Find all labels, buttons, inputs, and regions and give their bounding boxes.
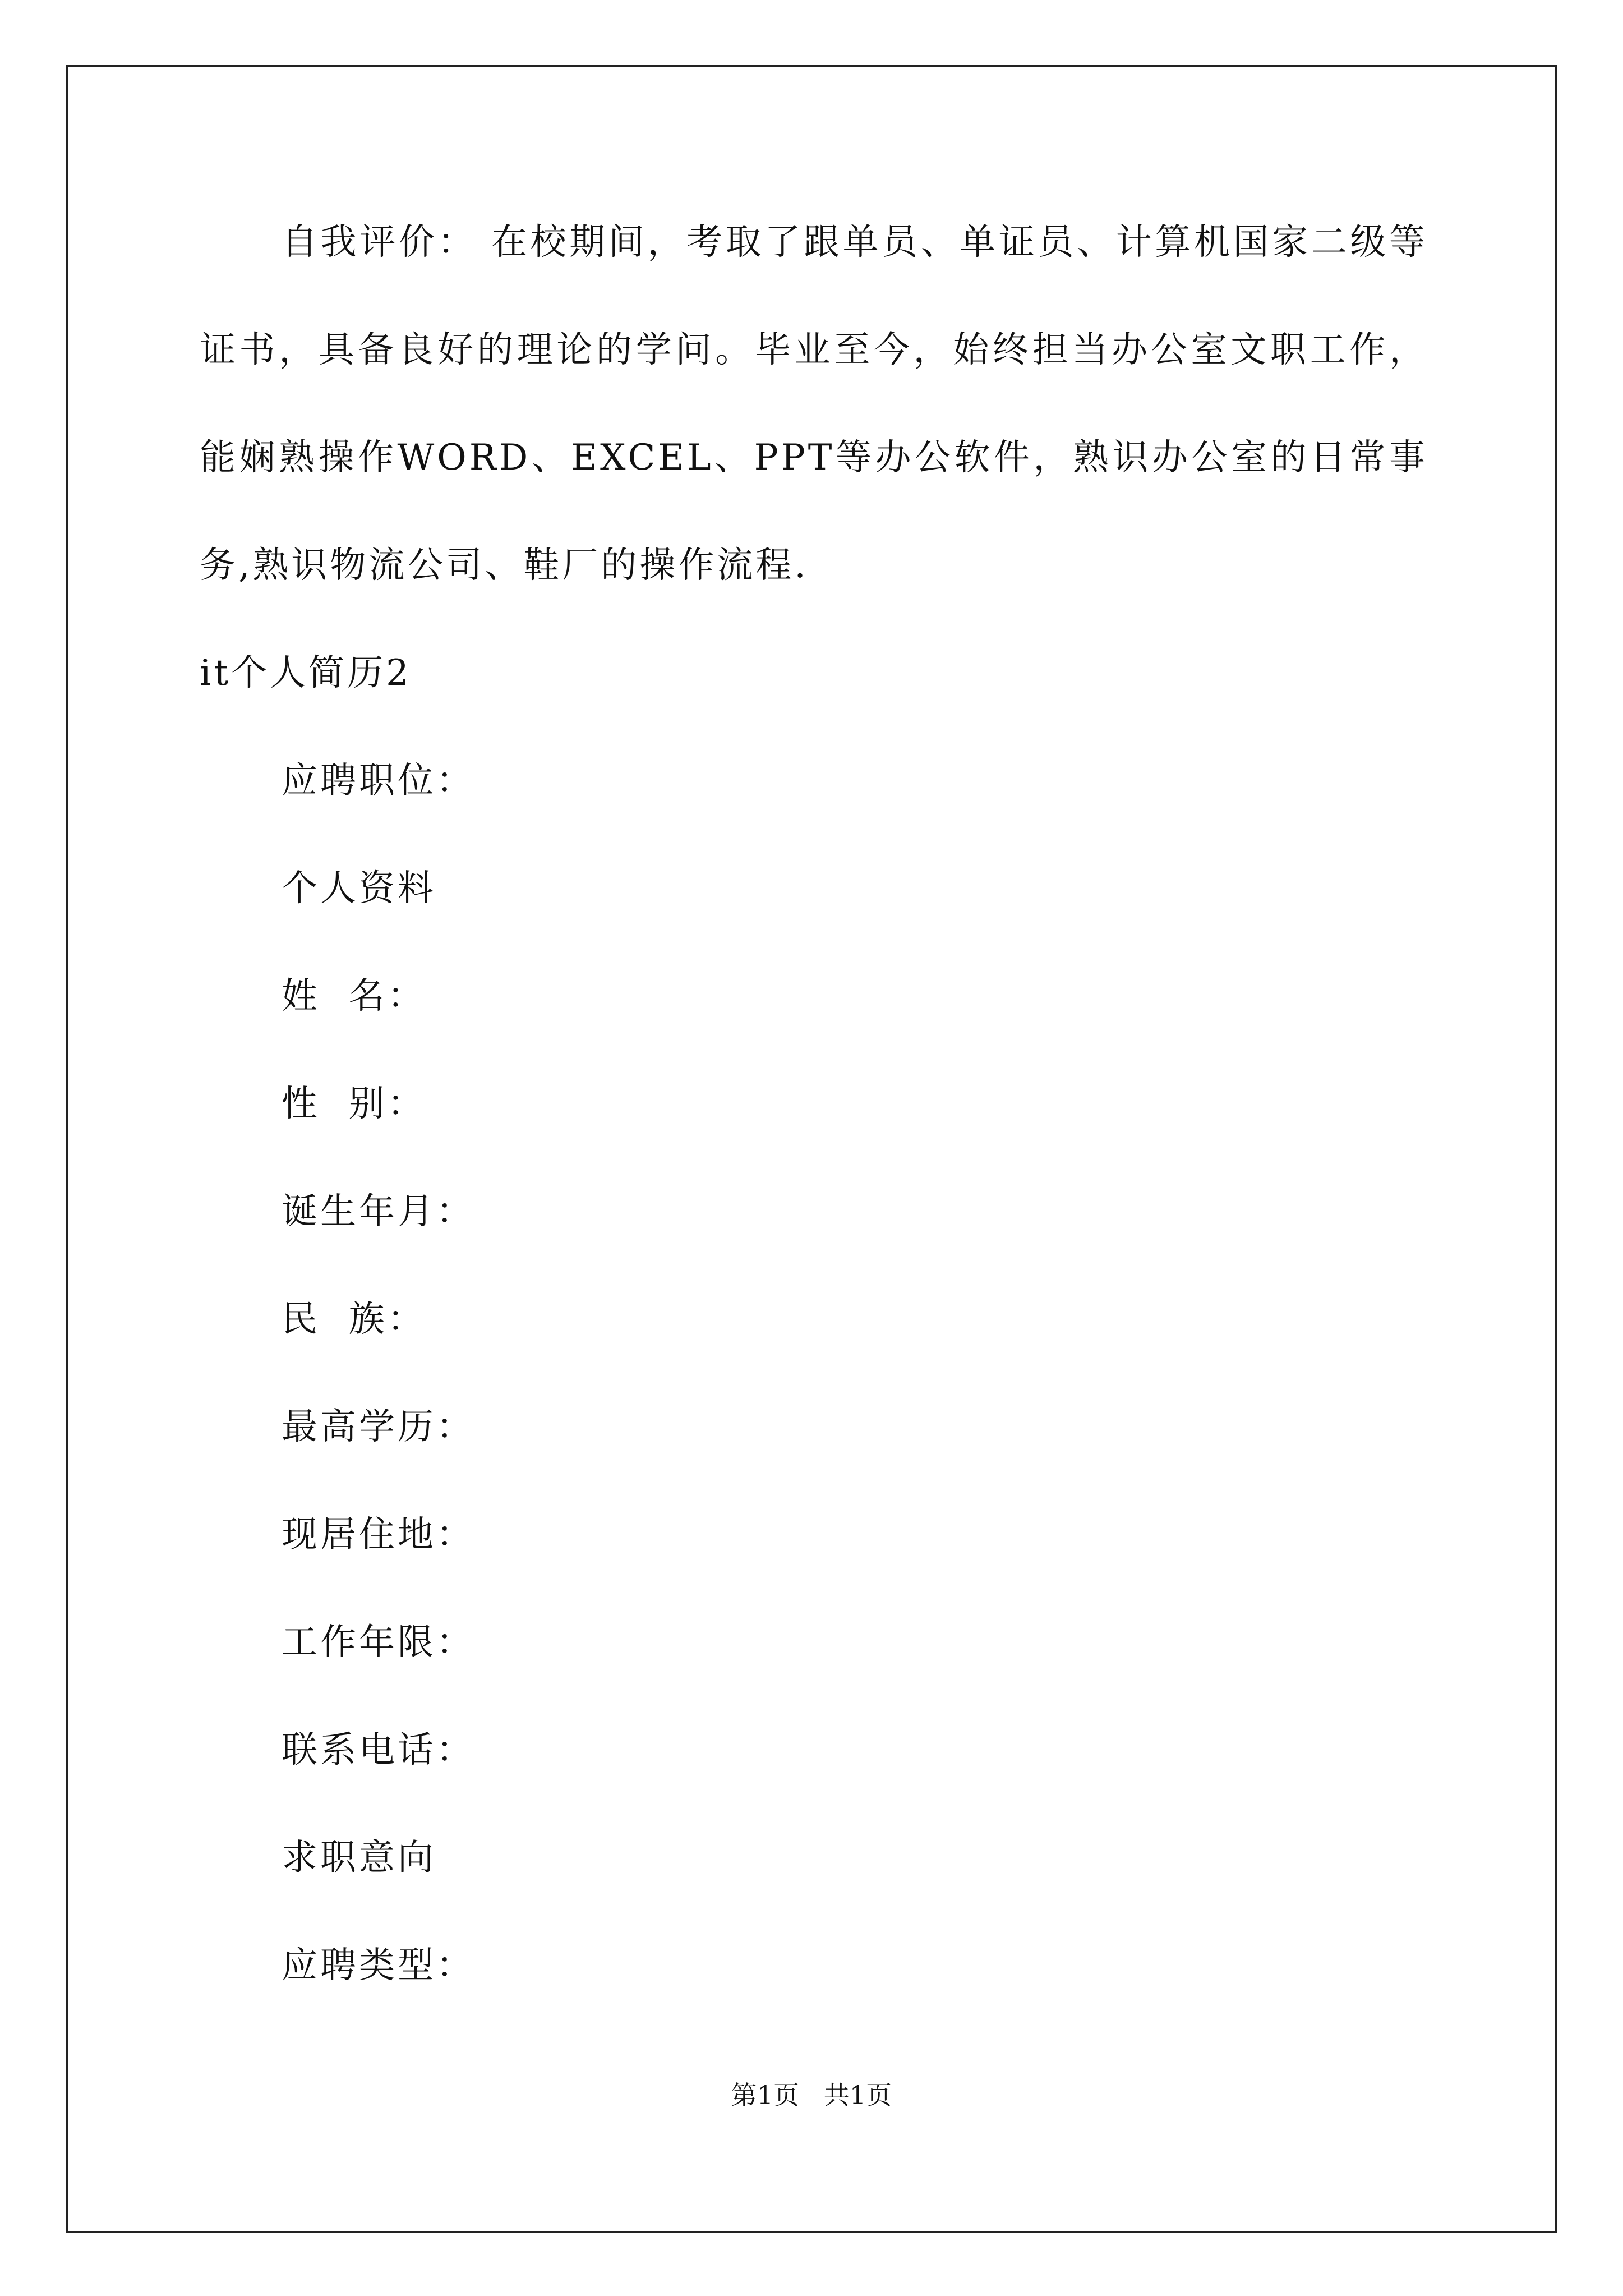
- field-current-residence: 现居住地：: [282, 1514, 475, 1556]
- field-work-years: 工作年限：: [282, 1622, 475, 1663]
- page-number-footer: 第1页 共1页: [731, 2080, 892, 2110]
- field-gender: 性 别：: [282, 1083, 426, 1125]
- field-birth-date: 诞生年月：: [282, 1191, 475, 1232]
- field-highest-education: 最高学历：: [282, 1406, 475, 1448]
- field-phone: 联系电话：: [282, 1729, 475, 1771]
- field-name: 姓 名：: [282, 976, 426, 1017]
- field-position-applied: 应聘职位：: [282, 760, 475, 802]
- field-job-intention-heading: 求职意向: [282, 1837, 436, 1879]
- field-application-type: 应聘类型：: [282, 1945, 475, 1986]
- document-body: [200, 220, 1428, 2051]
- self-evaluation-paragraph: 自我评价： 在校期间，考取了跟单员、单证员、计算机国家二级等证书，具备良好的理论的学问。毕业至今，始终担当办公室文职工作，能娴熟操作WORD、EXCEL、PPT等办公软件，熟识办公室的日常事务,熟识物流公司、鞋厂的操作流程.: [200, 222, 1428, 586]
- field-ethnicity: 民 族：: [282, 1299, 426, 1340]
- resume-section-title: it个人简历2: [200, 652, 412, 694]
- field-personal-info-heading: 个人资料: [282, 868, 436, 909]
